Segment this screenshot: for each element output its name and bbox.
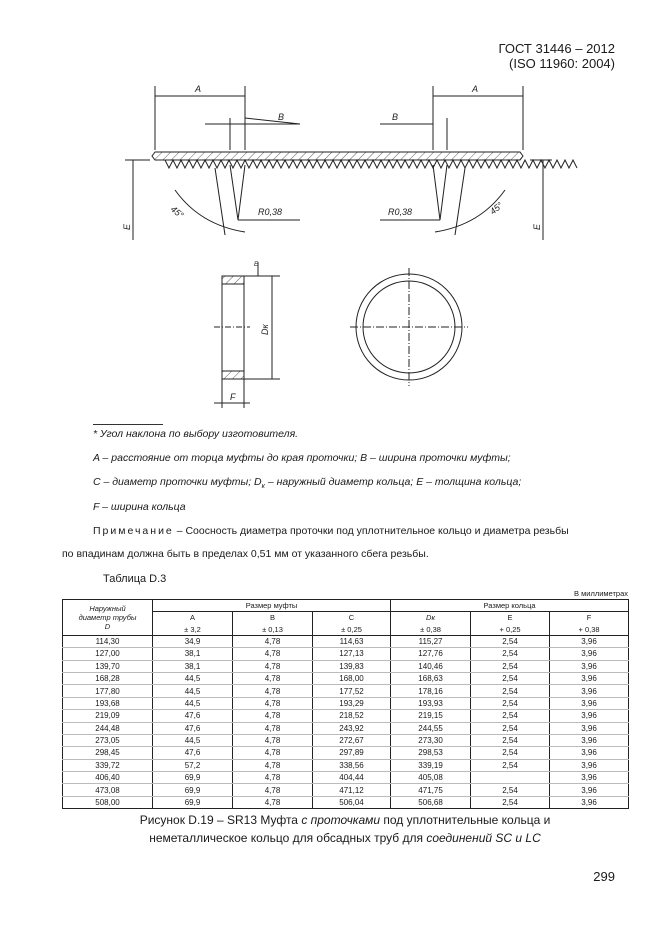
table-cell: 273,05	[63, 734, 153, 746]
table-cell: 218,52	[313, 710, 391, 722]
ring-f-label: F	[230, 392, 236, 402]
dimensions-table	[62, 599, 629, 809]
table-cell: 177,80	[63, 685, 153, 697]
table-cell: 177,52	[313, 685, 391, 697]
table-cell: 219,09	[63, 710, 153, 722]
table-cell: 38,1	[153, 660, 233, 672]
table-cell: 243,92	[313, 722, 391, 734]
table-cell: 2,54	[471, 784, 550, 796]
table-cell: 44,5	[153, 685, 233, 697]
table-cell: 44,5	[153, 697, 233, 709]
table-units: В миллиметрах	[574, 589, 628, 598]
table-cell: 140,46	[391, 660, 471, 672]
table-cell: 2,54	[471, 660, 550, 672]
legend-line-1: A – расстояние от торца муфты до края проточки; B – ширина проточки муфты;	[93, 452, 511, 464]
table-cell: 338,56	[313, 759, 391, 771]
subhead-name: C	[313, 612, 391, 624]
table-cell: 4,78	[233, 772, 313, 784]
table-cell: 2,54	[471, 710, 550, 722]
table-cell: 3,96	[550, 660, 629, 672]
table-title: Таблица D.3	[103, 573, 167, 585]
table-row	[63, 697, 629, 709]
table-cell: 219,15	[391, 710, 471, 722]
table-row	[63, 722, 629, 734]
table-cell: 178,16	[391, 685, 471, 697]
table-row	[63, 648, 629, 660]
table-cell: 47,6	[153, 747, 233, 759]
table-cell: 2,54	[471, 672, 550, 684]
table-cell: 4,78	[233, 784, 313, 796]
subhead-name: B	[233, 612, 313, 624]
coupling-drawing	[0, 0, 661, 420]
table-row	[63, 734, 629, 746]
coupling-size-header: Размер муфты	[153, 600, 391, 612]
table-cell: 4,78	[233, 710, 313, 722]
table-row	[63, 772, 629, 784]
table-row	[63, 672, 629, 684]
subhead-name: F	[550, 612, 629, 624]
table-cell: 508,00	[63, 796, 153, 808]
table-cell: 272,67	[313, 734, 391, 746]
table-cell: 2,54	[471, 734, 550, 746]
table-cell: 44,5	[153, 734, 233, 746]
dim-a-left-label: A	[195, 84, 202, 94]
table-cell: 4,78	[233, 697, 313, 709]
ring-size-header: Размер кольца	[391, 600, 629, 612]
ring-e-label: E	[254, 262, 259, 268]
dim-e-right-label: E	[532, 223, 542, 230]
table-cell: 47,6	[153, 710, 233, 722]
table-cell: 168,28	[63, 672, 153, 684]
table-cell: 3,96	[550, 734, 629, 746]
ring-dk-label: Dк	[260, 324, 270, 335]
table-cell: 139,83	[313, 660, 391, 672]
table-row	[63, 660, 629, 672]
footnote: * Угол наклона по выбору изготовителя.	[93, 428, 299, 440]
table-cell: 4,78	[233, 685, 313, 697]
figure-caption-line-2: неметаллическое кольцо для обсадных труб для соединений SC и LC	[149, 831, 541, 845]
table-cell: 4,78	[233, 722, 313, 734]
standard-number: ГОСТ 31446 – 2012	[498, 41, 615, 56]
table-cell: 47,6	[153, 722, 233, 734]
table-cell: 193,68	[63, 697, 153, 709]
dim-a-right-label: A	[472, 84, 479, 94]
subhead-name: A	[153, 612, 233, 624]
table-cell: 2,54	[471, 685, 550, 697]
note-line-2: по впадинам должна быть в пределах 0,51 мм от указанного сбега резьбы.	[62, 548, 429, 560]
table-cell: 193,29	[313, 697, 391, 709]
table-cell: 115,27	[391, 635, 471, 647]
table-row	[63, 796, 629, 808]
note-line-1: Примечание – Соосность диаметра проточки под уплотнительное кольцо и диаметра резьбы	[93, 525, 569, 537]
table-cell: 114,30	[63, 635, 153, 647]
table-cell: 3,96	[550, 722, 629, 734]
table-cell: 34,9	[153, 635, 233, 647]
table-cell: 404,44	[313, 772, 391, 784]
table-cell: 3,96	[550, 747, 629, 759]
legend-line-2: C – диаметр проточки муфты; $D_к$ – наружный диаметр кольца; E – толщина кольца;	[93, 476, 522, 491]
table-cell: 273,30	[391, 734, 471, 746]
table-cell: 244,48	[63, 722, 153, 734]
table-cell: 298,45	[63, 747, 153, 759]
table-cell: 69,9	[153, 784, 233, 796]
table-cell: 3,96	[550, 635, 629, 647]
table-cell: 3,96	[550, 759, 629, 771]
table-cell: 506,68	[391, 796, 471, 808]
table-cell: 127,76	[391, 648, 471, 660]
figure-caption-line-1: Рисунок D.19 – SR13 Муфта с проточками под уплотнительные кольца и	[139, 813, 551, 827]
table-row	[63, 635, 629, 647]
table-cell: 406,40	[63, 772, 153, 784]
coupling-section	[125, 86, 577, 240]
table-cell: 2,54	[471, 747, 550, 759]
radius-right-label: R0,38	[388, 207, 413, 217]
dim-b-left-label: B	[278, 112, 285, 122]
table-cell: 57,2	[153, 759, 233, 771]
angle-left-label: 45°	[168, 203, 186, 221]
table-cell: 38,1	[153, 648, 233, 660]
table-cell: 3,96	[550, 784, 629, 796]
radius-left-label: R0,38	[258, 207, 283, 217]
table-cell: 168,00	[313, 672, 391, 684]
table-row	[63, 710, 629, 722]
subhead-tolerance: ± 0,25	[313, 623, 391, 635]
table-cell: 339,72	[63, 759, 153, 771]
table-cell: 193,93	[391, 697, 471, 709]
table-row	[63, 784, 629, 796]
subhead-name: E	[471, 612, 550, 624]
table-cell: 473,08	[63, 784, 153, 796]
table-cell: 168,63	[391, 672, 471, 684]
table-cell: 3,96	[550, 796, 629, 808]
table-cell: 3,96	[550, 772, 629, 784]
table-cell: 4,78	[233, 759, 313, 771]
table-cell: 2,54	[471, 796, 550, 808]
table-cell: 4,78	[233, 747, 313, 759]
table-cell	[471, 772, 550, 784]
subhead-tolerance: + 0,38	[550, 623, 629, 635]
table-cell: 4,78	[233, 672, 313, 684]
table-cell: 3,96	[550, 697, 629, 709]
subhead-tolerance: + 0,25	[471, 623, 550, 635]
table-cell: 2,54	[471, 722, 550, 734]
table-cell: 2,54	[471, 697, 550, 709]
col-pipe-diameter-header: Наружный диаметр трубы D	[63, 600, 153, 636]
table-cell: 339,19	[391, 759, 471, 771]
table-cell: 3,96	[550, 648, 629, 660]
table-cell: 405,08	[391, 772, 471, 784]
table-cell: 2,54	[471, 759, 550, 771]
page-number: 299	[593, 869, 615, 884]
table-cell: 44,5	[153, 672, 233, 684]
table-cell: 4,78	[233, 734, 313, 746]
ring-front-view	[350, 268, 468, 386]
table-cell: 2,54	[471, 635, 550, 647]
angle-right-label: 45°	[487, 200, 505, 217]
subhead-tolerance: ± 0,13	[233, 623, 313, 635]
table-cell: 4,78	[233, 648, 313, 660]
table-cell: 3,96	[550, 710, 629, 722]
iso-reference: (ISO 11960: 2004)	[509, 56, 615, 71]
table-cell: 114,63	[313, 635, 391, 647]
table-cell: 244,55	[391, 722, 471, 734]
ring-section	[214, 262, 280, 408]
table-cell: 4,78	[233, 635, 313, 647]
table-cell: 471,12	[313, 784, 391, 796]
legend-line-3: F – ширина кольца	[93, 501, 186, 513]
dim-b-right-label: B	[392, 112, 399, 122]
table-row	[63, 747, 629, 759]
subhead-tolerance: ± 3,2	[153, 623, 233, 635]
footnote-rule	[93, 424, 163, 425]
table-cell: 3,96	[550, 672, 629, 684]
table-cell: 3,96	[550, 685, 629, 697]
table-row	[63, 759, 629, 771]
dim-e-left-label: E	[122, 223, 132, 230]
subhead-tolerance: ± 0,38	[391, 623, 471, 635]
subhead-name: Dк	[391, 612, 471, 624]
table-cell: 297,89	[313, 747, 391, 759]
table-cell: 2,54	[471, 648, 550, 660]
table-cell: 471,75	[391, 784, 471, 796]
table-row	[63, 685, 629, 697]
table-cell: 69,9	[153, 772, 233, 784]
table-cell: 4,78	[233, 796, 313, 808]
table-cell: 127,00	[63, 648, 153, 660]
table-cell: 4,78	[233, 660, 313, 672]
table-cell: 127,13	[313, 648, 391, 660]
table-cell: 506,04	[313, 796, 391, 808]
table-cell: 298,53	[391, 747, 471, 759]
table-cell: 139,70	[63, 660, 153, 672]
table-cell: 69,9	[153, 796, 233, 808]
